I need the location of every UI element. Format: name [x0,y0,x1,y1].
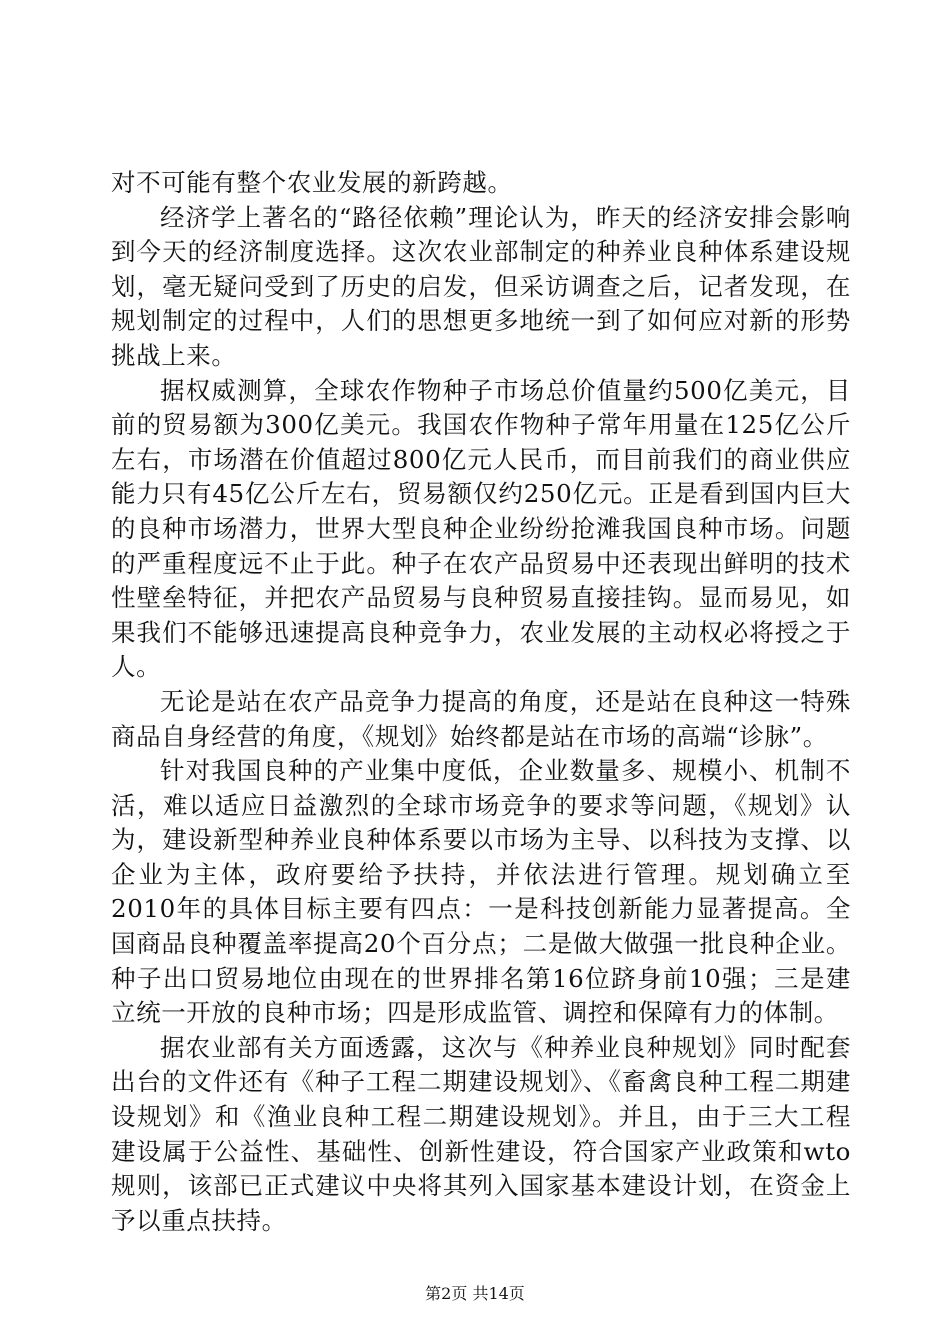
page-footer: 第2页 共14页 [425,1284,525,1303]
paragraph-seed-market: 据权威测算，全球农作物种子市场总价值量约500亿美元，目前的贸易额为300亿美元。我国农作物种子常年用量在125亿公斤左右，市场潜在价值超过800亿元人民币，而目前我们的商业供应能力只有45亿公斤左右，贸易额仅约250亿元。正是看到国内巨大的良种市场潜力，世界大型良种企业纷纷抢滩我国良种市场。问题的严重程度远不止于此。种子在农产品贸易中还表现出鲜明的技术性壁垒特征，并把农产品贸易与良种贸易直接挂钩。显而易见，如果我们不能够迅速提高良种竞争力，农业发展的主动权必将授之于人。 [111,375,851,682]
paragraph-supporting-documents: 据农业部有关方面透露，这次与《种养业良种规划》同时配套出台的文件还有《种子工程二期建设规划》、《畜禽良种工程二期建设规划》和《渔业良种工程二期建设规划》。并且，由于三大工程建设属于公益性、基础性、创新性建设，符合国家产业政策和wto规则，该部已正式建议中央将其列入国家基本建设计划，在资金上予以重点扶持。 [111,1032,851,1235]
paragraph-market-perspective: 无论是站在农产品竞争力提高的角度，还是站在良种这一特殊商品自身经营的角度，《规划》始终都是站在市场的高端“诊脉”。 [111,686,851,751]
paragraph-plan-goals: 针对我国良种的产业集中度低，企业数量多、规模小、机制不活，难以适应日益激烈的全球市场竞争的要求等问题，《规划》认为，建设新型种养业良种体系要以市场为主导、以科技为支撑、以企业为主体，政府要给予扶持，并依法进行管理。规划确立至2010年的具体目标主要有四点：一是科技创新能力显著提高。全国商品良种覆盖率提高20个百分点；二是做大做强一批良种企业。种子出口贸易地位由现在的世界排名第16位跻身前10强；三是建立统一开放的良种市场；四是形成监管、调控和保障有力的体制。 [111,756,851,1028]
paragraph-continuation: 对不可能有整个农业发展的新跨越。 [111,168,513,197]
paragraph-path-dependence: 经济学上著名的“路径依赖”理论认为，昨天的经济安排会影响到今天的经济制度选择。这次农业部制定的种养业良种体系建设规划，毫无疑问受到了历史的启发，但采访调查之后，记者发现，在规划制定的过程中，人们的思想更多地统一到了如何应对新的形势挑战上来。 [111,202,851,370]
article-body [111,166,851,1238]
